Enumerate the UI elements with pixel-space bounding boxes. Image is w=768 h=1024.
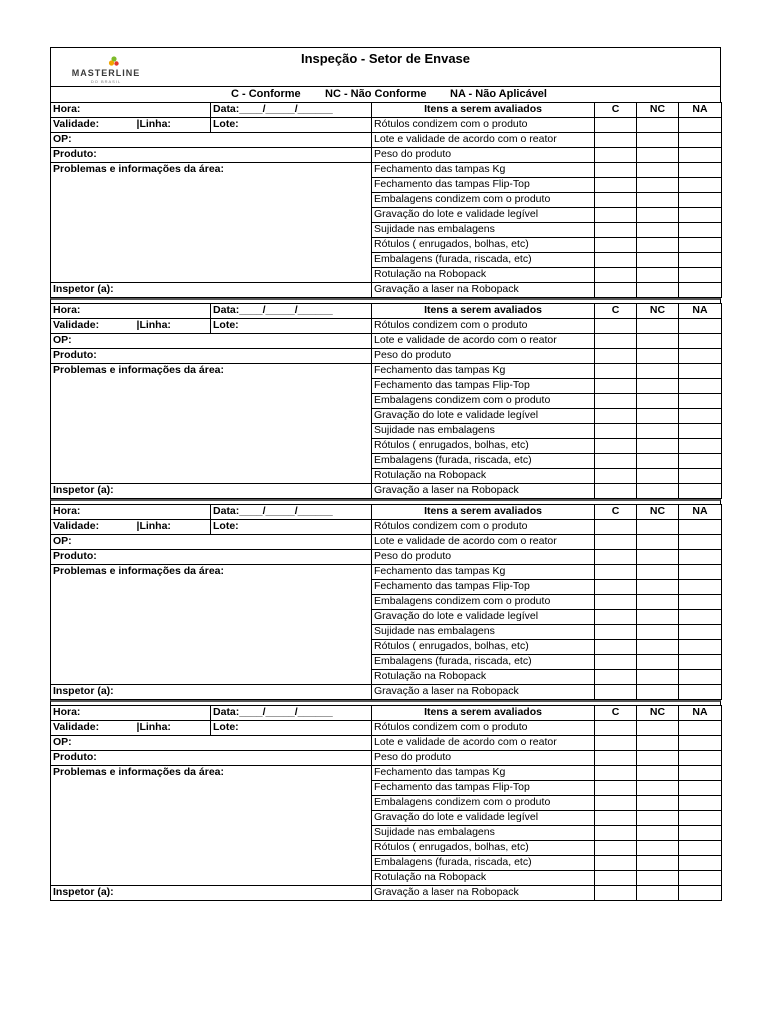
check-c[interactable] [595, 520, 637, 535]
check-nc[interactable] [637, 811, 679, 826]
item-label: Sujidade nas embalagens [372, 625, 595, 640]
check-c[interactable] [595, 349, 637, 364]
check-na[interactable] [679, 841, 722, 856]
check-na[interactable] [679, 655, 722, 670]
item-label: Lote e validade de acordo com o reator [372, 133, 595, 148]
check-na[interactable] [679, 484, 722, 499]
item-label: Rótulos condizem com o produto [372, 721, 595, 736]
check-c[interactable] [595, 841, 637, 856]
item-label: Gravação a laser na Robopack [372, 283, 595, 298]
check-nc[interactable] [637, 319, 679, 334]
check-nc[interactable] [637, 118, 679, 133]
check-na[interactable] [679, 409, 722, 424]
item-label: Embalagens (furada, riscada, etc) [372, 454, 595, 469]
item-label: Gravação do lote e validade legível [372, 208, 595, 223]
item-label: Rótulos ( enrugados, bolhas, etc) [372, 640, 595, 655]
check-c[interactable] [595, 721, 637, 736]
check-c[interactable] [595, 133, 637, 148]
check-na[interactable] [679, 535, 722, 550]
col-na-header: NA [679, 706, 722, 721]
linha-field[interactable]: |Linha: [135, 118, 211, 133]
check-nc[interactable] [637, 283, 679, 298]
check-nc[interactable] [637, 484, 679, 499]
problemas-field[interactable]: Problemas e informações da área: [51, 565, 372, 685]
produto-field[interactable]: Produto: [51, 550, 372, 565]
check-na[interactable] [679, 148, 722, 163]
check-c[interactable] [595, 253, 637, 268]
lote-field[interactable]: Lote: [211, 520, 372, 535]
page-title: Inspeção - Setor de Envase [300, 51, 471, 66]
check-c[interactable] [595, 223, 637, 238]
check-c[interactable] [595, 625, 637, 640]
item-label: Gravação a laser na Robopack [372, 886, 595, 901]
check-na[interactable] [679, 781, 722, 796]
col-na-header: NA [679, 304, 722, 319]
col-nc-header: NC [637, 706, 679, 721]
check-na[interactable] [679, 550, 722, 565]
item-label: Sujidade nas embalagens [372, 826, 595, 841]
check-nc[interactable] [637, 625, 679, 640]
check-nc[interactable] [637, 826, 679, 841]
check-c[interactable] [595, 736, 637, 751]
logo-subtext: DO BRASIL [90, 79, 122, 84]
item-label: Fechamento das tampas Kg [372, 565, 595, 580]
check-c[interactable] [595, 811, 637, 826]
check-nc[interactable] [637, 349, 679, 364]
check-c[interactable] [595, 751, 637, 766]
check-na[interactable] [679, 565, 722, 580]
check-na[interactable] [679, 595, 722, 610]
check-c[interactable] [595, 148, 637, 163]
check-c[interactable] [595, 565, 637, 580]
check-na[interactable] [679, 163, 722, 178]
item-label: Lote e validade de acordo com o reator [372, 334, 595, 349]
validade-field[interactable]: Validade: [51, 721, 135, 736]
check-c[interactable] [595, 364, 637, 379]
item-label: Fechamento das tampas Flip-Top [372, 379, 595, 394]
sheet-header [50, 47, 721, 87]
item-label: Fechamento das tampas Kg [372, 766, 595, 781]
check-nc[interactable] [637, 640, 679, 655]
check-na[interactable] [679, 610, 722, 625]
check-c[interactable] [595, 469, 637, 484]
item-label: Gravação a laser na Robopack [372, 685, 595, 700]
item-label: Gravação do lote e validade legível [372, 811, 595, 826]
inspetor-field[interactable]: Inspetor (a): [51, 484, 372, 499]
inspection-block [50, 705, 722, 901]
check-na[interactable] [679, 766, 722, 781]
produto-field[interactable]: Produto: [51, 148, 372, 163]
check-nc[interactable] [637, 766, 679, 781]
check-nc[interactable] [637, 565, 679, 580]
legend-nao-aplicavel: NA - Não Aplicável [450, 88, 547, 100]
check-na[interactable] [679, 736, 722, 751]
check-c[interactable] [595, 208, 637, 223]
check-c[interactable] [595, 409, 637, 424]
check-c[interactable] [595, 550, 637, 565]
check-na[interactable] [679, 238, 722, 253]
check-nc[interactable] [637, 163, 679, 178]
check-nc[interactable] [637, 871, 679, 886]
itens-header: Itens a serem avaliados [372, 505, 595, 520]
check-c[interactable] [595, 394, 637, 409]
check-na[interactable] [679, 640, 722, 655]
check-nc[interactable] [637, 334, 679, 349]
check-na[interactable] [679, 886, 722, 901]
check-na[interactable] [679, 133, 722, 148]
item-label: Rótulos ( enrugados, bolhas, etc) [372, 439, 595, 454]
inspection-sheet [50, 47, 721, 901]
op-field[interactable]: OP: [51, 535, 372, 550]
legend-row [50, 87, 721, 102]
check-na[interactable] [679, 364, 722, 379]
check-nc[interactable] [637, 520, 679, 535]
check-na[interactable] [679, 379, 722, 394]
check-na[interactable] [679, 826, 722, 841]
check-nc[interactable] [637, 595, 679, 610]
check-c[interactable] [595, 163, 637, 178]
check-na[interactable] [679, 580, 722, 595]
check-na[interactable] [679, 118, 722, 133]
check-c[interactable] [595, 424, 637, 439]
check-c[interactable] [595, 379, 637, 394]
check-na[interactable] [679, 670, 722, 685]
hora-field[interactable]: Hora: [51, 103, 211, 118]
item-label: Fechamento das tampas Kg [372, 364, 595, 379]
op-field[interactable]: OP: [51, 334, 372, 349]
validade-field[interactable]: Validade: [51, 520, 135, 535]
check-nc[interactable] [637, 238, 679, 253]
check-na[interactable] [679, 253, 722, 268]
item-label: Rotulação na Robopack [372, 670, 595, 685]
check-nc[interactable] [637, 655, 679, 670]
check-c[interactable] [595, 655, 637, 670]
check-nc[interactable] [637, 886, 679, 901]
itens-header: Itens a serem avaliados [372, 103, 595, 118]
check-c[interactable] [595, 334, 637, 349]
check-na[interactable] [679, 469, 722, 484]
check-c[interactable] [595, 640, 637, 655]
check-na[interactable] [679, 193, 722, 208]
inspetor-field[interactable]: Inspetor (a): [51, 283, 372, 298]
item-label: Embalagens (furada, riscada, etc) [372, 856, 595, 871]
item-label: Gravação do lote e validade legível [372, 610, 595, 625]
item-label: Peso do produto [372, 148, 595, 163]
item-label: Peso do produto [372, 349, 595, 364]
check-nc[interactable] [637, 550, 679, 565]
check-nc[interactable] [637, 409, 679, 424]
data-field[interactable]: Data:____/_____/______ [211, 304, 372, 319]
check-na[interactable] [679, 751, 722, 766]
check-na[interactable] [679, 685, 722, 700]
item-label: Gravação a laser na Robopack [372, 484, 595, 499]
item-label: Rótulos condizem com o produto [372, 319, 595, 334]
col-c-header: C [595, 304, 637, 319]
check-nc[interactable] [637, 841, 679, 856]
check-nc[interactable] [637, 751, 679, 766]
check-nc[interactable] [637, 856, 679, 871]
inspetor-field[interactable]: Inspetor (a): [51, 685, 372, 700]
produto-field[interactable]: Produto: [51, 751, 372, 766]
check-c[interactable] [595, 886, 637, 901]
inspection-blocks [50, 102, 721, 901]
item-label: Fechamento das tampas Kg [372, 163, 595, 178]
check-na[interactable] [679, 268, 722, 283]
op-field[interactable]: OP: [51, 133, 372, 148]
check-na[interactable] [679, 178, 722, 193]
item-label: Rotulação na Robopack [372, 871, 595, 886]
check-na[interactable] [679, 871, 722, 886]
check-c[interactable] [595, 118, 637, 133]
check-nc[interactable] [637, 781, 679, 796]
lote-field[interactable]: Lote: [211, 319, 372, 334]
problemas-field[interactable]: Problemas e informações da área: [51, 163, 372, 283]
check-c[interactable] [595, 781, 637, 796]
check-nc[interactable] [637, 364, 679, 379]
check-nc[interactable] [637, 535, 679, 550]
check-nc[interactable] [637, 178, 679, 193]
item-label: Lote e validade de acordo com o reator [372, 535, 595, 550]
hora-field[interactable]: Hora: [51, 706, 211, 721]
check-nc[interactable] [637, 469, 679, 484]
item-label: Embalagens condizem com o produto [372, 193, 595, 208]
item-label: Embalagens (furada, riscada, etc) [372, 655, 595, 670]
col-c-header: C [595, 706, 637, 721]
check-c[interactable] [595, 685, 637, 700]
problemas-field[interactable]: Problemas e informações da área: [51, 766, 372, 886]
check-nc[interactable] [637, 670, 679, 685]
inspection-block [50, 504, 722, 700]
col-na-header: NA [679, 103, 722, 118]
item-label: Embalagens condizem com o produto [372, 796, 595, 811]
data-field[interactable]: Data:____/_____/______ [211, 706, 372, 721]
check-nc[interactable] [637, 721, 679, 736]
item-label: Rótulos ( enrugados, bolhas, etc) [372, 238, 595, 253]
check-nc[interactable] [637, 580, 679, 595]
item-label: Rótulos condizem com o produto [372, 520, 595, 535]
produto-field[interactable]: Produto: [51, 349, 372, 364]
check-c[interactable] [595, 610, 637, 625]
check-na[interactable] [679, 811, 722, 826]
item-label: Fechamento das tampas Flip-Top [372, 781, 595, 796]
item-label: Fechamento das tampas Flip-Top [372, 178, 595, 193]
item-label: Fechamento das tampas Flip-Top [372, 580, 595, 595]
data-field[interactable]: Data:____/_____/______ [211, 103, 372, 118]
check-c[interactable] [595, 178, 637, 193]
check-na[interactable] [679, 796, 722, 811]
check-c[interactable] [595, 484, 637, 499]
op-field[interactable]: OP: [51, 736, 372, 751]
check-na[interactable] [679, 625, 722, 640]
check-nc[interactable] [637, 208, 679, 223]
inspection-block [50, 303, 722, 499]
linha-field[interactable]: |Linha: [135, 319, 211, 334]
check-nc[interactable] [637, 796, 679, 811]
check-na[interactable] [679, 319, 722, 334]
check-na[interactable] [679, 424, 722, 439]
check-c[interactable] [595, 766, 637, 781]
check-na[interactable] [679, 283, 722, 298]
check-c[interactable] [595, 796, 637, 811]
check-na[interactable] [679, 208, 722, 223]
check-c[interactable] [595, 856, 637, 871]
item-label: Rotulação na Robopack [372, 469, 595, 484]
item-label: Sujidade nas embalagens [372, 223, 595, 238]
itens-header: Itens a serem avaliados [372, 706, 595, 721]
check-c[interactable] [595, 535, 637, 550]
lote-field[interactable]: Lote: [211, 118, 372, 133]
legend-nao-conforme: NC - Não Conforme [325, 88, 427, 100]
check-na[interactable] [679, 856, 722, 871]
check-nc[interactable] [637, 685, 679, 700]
item-label: Lote e validade de acordo com o reator [372, 736, 595, 751]
check-nc[interactable] [637, 148, 679, 163]
check-nc[interactable] [637, 454, 679, 469]
check-c[interactable] [595, 238, 637, 253]
check-nc[interactable] [637, 379, 679, 394]
check-c[interactable] [595, 319, 637, 334]
inspection-block [50, 102, 722, 298]
check-nc[interactable] [637, 610, 679, 625]
item-label: Rótulos condizem com o produto [372, 118, 595, 133]
check-c[interactable] [595, 826, 637, 841]
legend-conforme: C - Conforme [231, 88, 301, 100]
check-c[interactable] [595, 193, 637, 208]
check-c[interactable] [595, 439, 637, 454]
item-label: Embalagens condizem com o produto [372, 394, 595, 409]
validade-field[interactable]: Validade: [51, 118, 135, 133]
check-na[interactable] [679, 394, 722, 409]
check-nc[interactable] [637, 193, 679, 208]
check-nc[interactable] [637, 268, 679, 283]
item-label: Gravação do lote e validade legível [372, 409, 595, 424]
check-nc[interactable] [637, 133, 679, 148]
lote-field[interactable]: Lote: [211, 721, 372, 736]
check-c[interactable] [595, 268, 637, 283]
check-na[interactable] [679, 520, 722, 535]
itens-header: Itens a serem avaliados [372, 304, 595, 319]
check-c[interactable] [595, 454, 637, 469]
item-label: Sujidade nas embalagens [372, 424, 595, 439]
check-na[interactable] [679, 454, 722, 469]
data-field[interactable]: Data:____/_____/______ [211, 505, 372, 520]
logo-wordmark: MASTERLINE [71, 68, 141, 78]
hora-field[interactable]: Hora: [51, 304, 211, 319]
item-label: Peso do produto [372, 550, 595, 565]
col-nc-header: NC [637, 103, 679, 118]
item-label: Embalagens condizem com o produto [372, 595, 595, 610]
check-na[interactable] [679, 349, 722, 364]
linha-field[interactable]: |Linha: [135, 721, 211, 736]
validade-field[interactable]: Validade: [51, 319, 135, 334]
check-c[interactable] [595, 283, 637, 298]
check-nc[interactable] [637, 439, 679, 454]
problemas-field[interactable]: Problemas e informações da área: [51, 364, 372, 484]
check-na[interactable] [679, 439, 722, 454]
col-nc-header: NC [637, 505, 679, 520]
check-nc[interactable] [637, 736, 679, 751]
inspetor-field[interactable]: Inspetor (a): [51, 886, 372, 901]
item-label: Peso do produto [372, 751, 595, 766]
check-nc[interactable] [637, 223, 679, 238]
check-na[interactable] [679, 223, 722, 238]
check-c[interactable] [595, 871, 637, 886]
linha-field[interactable]: |Linha: [135, 520, 211, 535]
col-c-header: C [595, 103, 637, 118]
check-nc[interactable] [637, 394, 679, 409]
col-na-header: NA [679, 505, 722, 520]
check-c[interactable] [595, 595, 637, 610]
col-nc-header: NC [637, 304, 679, 319]
check-nc[interactable] [637, 253, 679, 268]
col-c-header: C [595, 505, 637, 520]
item-label: Rótulos ( enrugados, bolhas, etc) [372, 841, 595, 856]
check-c[interactable] [595, 580, 637, 595]
hora-field[interactable]: Hora: [51, 505, 211, 520]
check-na[interactable] [679, 334, 722, 349]
item-label: Rotulação na Robopack [372, 268, 595, 283]
item-label: Embalagens (furada, riscada, etc) [372, 253, 595, 268]
check-nc[interactable] [637, 424, 679, 439]
check-na[interactable] [679, 721, 722, 736]
check-c[interactable] [595, 670, 637, 685]
